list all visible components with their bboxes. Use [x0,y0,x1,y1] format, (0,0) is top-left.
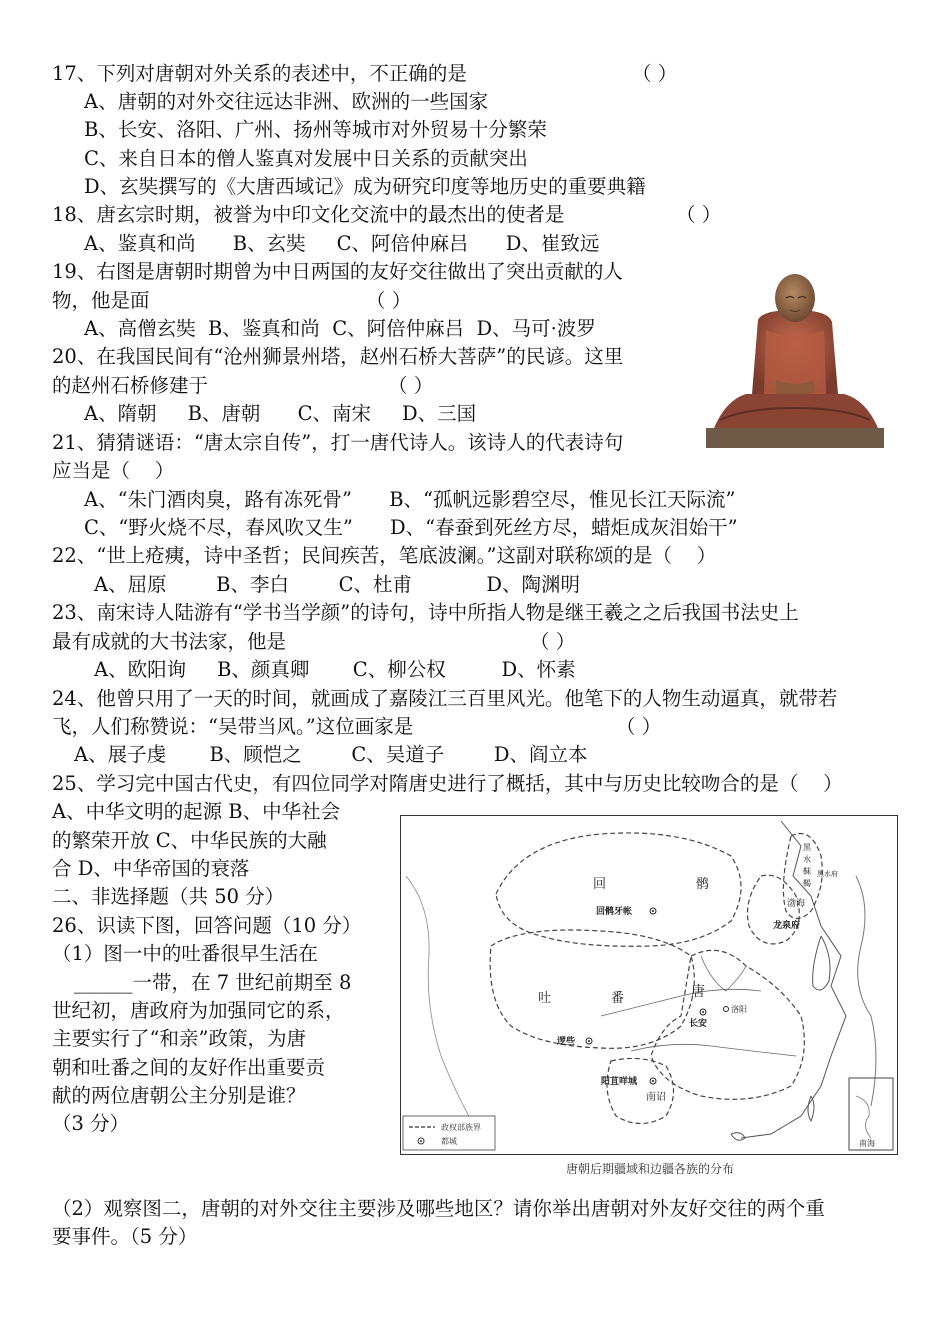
monk-statue-image [706,270,884,448]
map-label-hei: 黑 [803,843,811,852]
q26-part1-line5: 朝和吐番之间的友好作出重要贡 [52,1056,326,1079]
map-label-hui: 回 [593,877,607,892]
q21-options-ab: A、“朱门酒肉臭，路有冻死骨” B、“孤帆远影碧空尽，惟见长江天际流” [84,488,736,511]
capital-huihe-dot [652,910,654,912]
q17-stem: 17、下列对唐朝对外关系的表述中，不正确的是 [52,62,467,85]
q23-stem-line1: 23、南宋诗人陆游有“学书当学颜”的诗句，诗中所指人物是继王羲之之后我国书法史上 [52,601,799,624]
q24-stem-line1: 24、他曾只用了一天的时间，就画成了嘉陵江三百里风光。他笔下的人物生动逼真，就带若 [52,687,838,710]
capital-luoxie-dot [588,1040,590,1042]
q26-part1-line4: 主要实行了“和亲”政策，为唐 [52,1027,306,1050]
legend-capital-dot [420,1140,422,1142]
q25-options-line1: A、中华文明的起源 B、中华社会 [52,800,341,823]
q26-part1-line7: （3 分） [52,1112,130,1135]
q20-stem-line2: 的赵州石桥修建于 [52,374,209,397]
q20-options: A、隋朝 B、唐朝 C、南宋 D、三国 [84,402,477,425]
q19-options: A、高僧玄奘 B、鉴真和尚 C、阿倍仲麻吕 D、马可·波罗 [84,317,596,340]
map-label-longquanfu: 龙泉府 [773,921,801,931]
monk-statue-svg [706,270,884,448]
capital-yangjumie-dot [652,1080,654,1082]
q22-stem: 22、“世上疮痍，诗中圣哲；民间疾苦，笔底波澜。”这副对联称颂的是（ ） [52,544,717,567]
section-heading: 二、非选择题（共 50 分） [52,885,285,908]
tang-territory-map [400,815,898,1155]
q17-answer-paren: （ ） [632,62,678,85]
q26-part1-line6: 献的两位唐朝公主分别是谁？ [52,1084,306,1107]
q26-part2-line2: 要事件。（5 分） [52,1225,198,1248]
q20-stem-line1: 20、在我国民间有“沧州狮景州塔，赵州石桥大菩萨”的民谚。这里 [52,345,624,368]
map-label-he2: 鞨 [803,879,811,888]
map-label-luoxie: 逻些 [557,1037,576,1047]
map-label-nanzhao: 南诏 [646,1092,666,1103]
q18-stem: 18、唐玄宗时期，被誉为中印文化交流中的最杰出的使者是 [52,203,565,226]
q24-options: A、展子虔 B、顾恺之 C、吴道子 D、阎立本 [74,743,588,766]
map-label-fan: 番 [611,991,625,1006]
map-svg [401,816,896,1153]
q25-stem: 25、学习完中国古代史，有四位同学对隋唐史进行了概括，其中与历史比较吻合的是（ ） [52,772,843,795]
map-label-he: 鹘 [696,877,710,892]
legend-capital-label: 都城 [441,1137,457,1146]
map-label-bohai: 渤海 [787,899,806,909]
q26-part1-line1: （1）图一中的吐番很早生活在 [52,942,318,965]
q17-option-a: A、唐朝的对外交往远达非洲、欧洲的一些国家 [84,90,489,113]
map-label-mo: 靺 [803,867,811,876]
q19-stem-line1: 19、右图是唐朝时期曾为中日两国的友好交往做出了突出贡献的人 [52,260,623,283]
q17-option-b: B、长安、洛阳、广州、扬州等城市对外贸易十分繁荣 [84,118,547,141]
map-label-luoyang: 洛阳 [731,1005,747,1014]
q19-answer-paren: （ ） [366,289,412,312]
map-label-nanhai: 南海 [859,1139,875,1148]
legend-border-label: 政权部族界 [441,1123,481,1132]
q23-options: A、欧阳询 B、颜真卿 C、柳公权 D、怀素 [94,658,576,681]
q21-stem-line2: 应当是（ ） [52,459,175,482]
capital-luoyang-icon [724,1007,729,1012]
map-label-changan: 长安 [689,1019,708,1029]
q24-stem-line2: 飞，人们称赞说：“吴带当风。”这位画家是 [52,715,414,738]
q20-answer-paren: （ ） [388,374,434,397]
q22-options: A、屈原 B、李白 C、杜甫 D、陶渊明 [94,573,581,596]
q25-options-line3: 合 D、中华帝国的衰落 [52,857,250,880]
q21-stem-line1: 21、猜猜谜语：“唐太宗自传”，打一唐代诗人。该诗人的代表诗句 [52,431,624,454]
map-label-tu: 吐 [538,991,552,1006]
q19-stem-line2: 物，他是面 [52,289,150,312]
q21-options-cd: C、“野火烧不尽，春风吹又生” D、“春蚕到死丝方尽，蜡炬成灰泪始干” [84,516,738,539]
q26-stem: 26、识读下图，回答问题（10 分） [52,914,362,937]
map-label-heishuifu: 黑水府 [817,870,838,878]
q26-part2-line1: （2）观察图二，唐朝的对外交往主要涉及哪些地区？请你举出唐朝对外友好交往的两个重 [52,1197,825,1220]
q18-answer-paren: （ ） [676,203,722,226]
q26-part1-line2: ______一带，在 7 世纪前期至 8 [74,971,352,994]
q17-option-d: D、玄奘撰写的《大唐西域记》成为研究印度等地历史的重要典籍 [84,175,646,198]
map-label-shui: 水 [803,855,811,864]
q25-options-line2: 的繁荣开放 C、中华民族的大融 [52,829,327,852]
q23-stem-line2: 最有成就的大书法家，他是 [52,630,287,653]
q18-options: A、鉴真和尚 B、玄奘 C、阿倍仲麻吕 D、崔致远 [84,232,600,255]
q17-option-c: C、来自日本的僧人鉴真对发展中日关系的贡献突出 [84,147,528,170]
q23-answer-paren: （ ） [530,630,576,653]
map-label-tang: 唐 [691,984,705,1000]
q26-part1-line3: 世纪初，唐政府为加强同它的系， [52,999,345,1022]
map-label-yangjumie: 阳苴咩城 [601,1077,638,1087]
map-caption: 唐朝后期疆域和边疆各族的分布 [566,1162,735,1176]
capital-changan-dot [702,1011,704,1013]
q24-answer-paren: （ ） [616,715,662,738]
map-label-huihe-camp: 回鹘牙帐 [596,907,633,917]
